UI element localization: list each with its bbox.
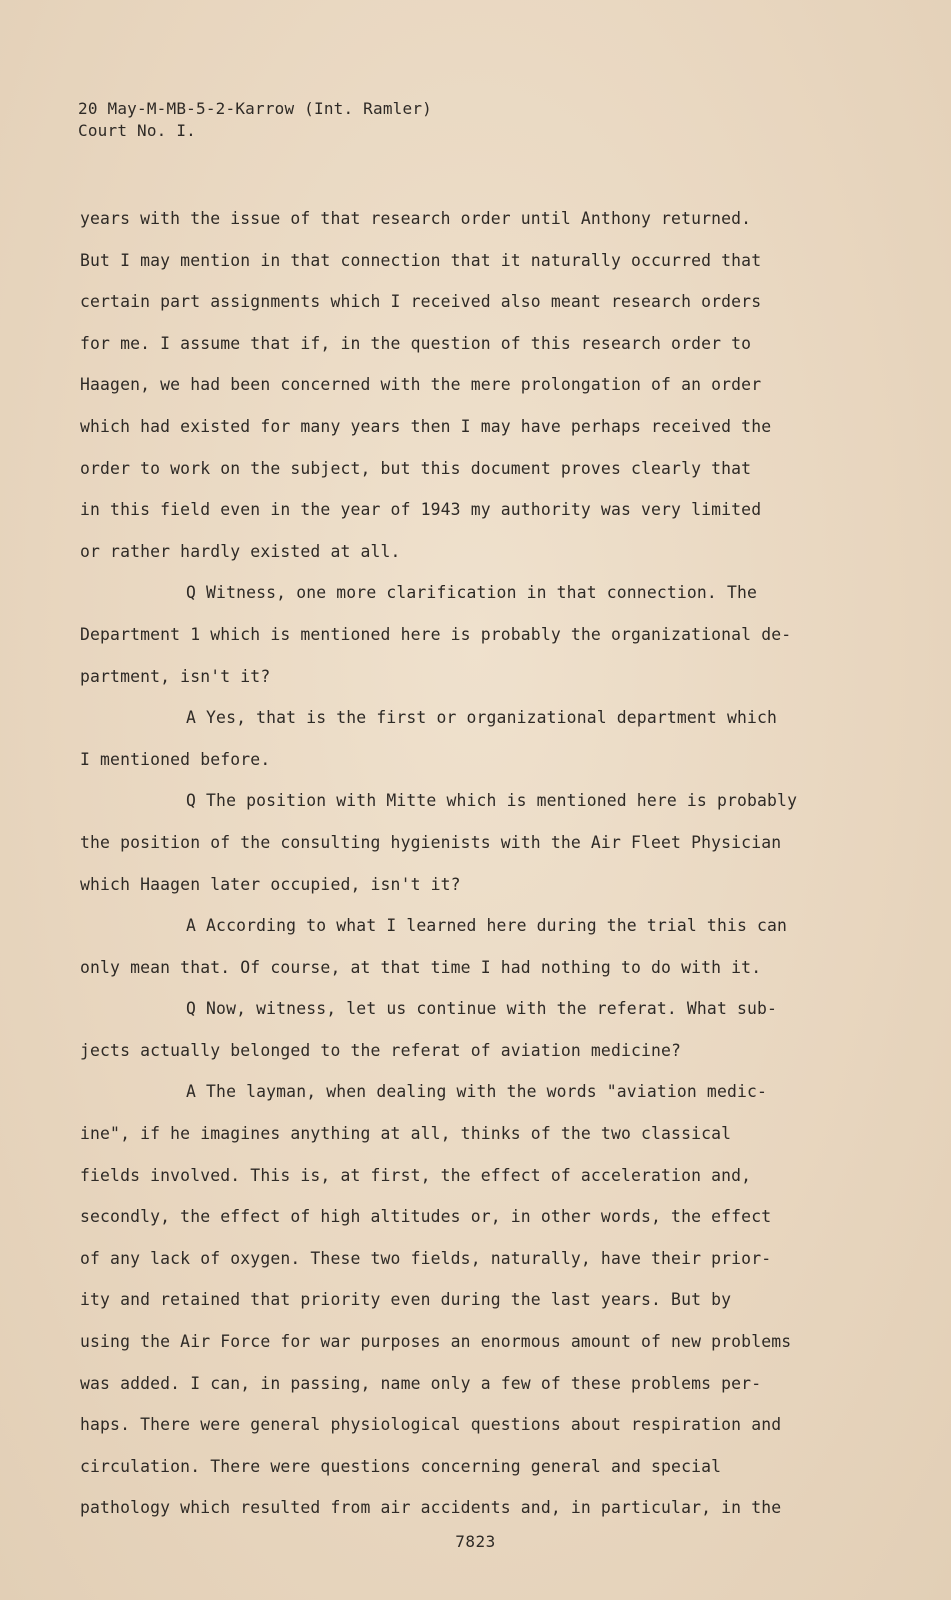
transcript-line: partment, isn't it? [80, 666, 271, 686]
transcript-body [80, 198, 820, 1529]
transcript-line: A Yes, that is the first or organizational department which [186, 708, 778, 728]
transcript-line: of any lack of oxygen. These two fields, naturally, have their prior- [80, 1248, 772, 1268]
transcript-line: Haagen, we had been concerned with the mere prolongation of an order [80, 375, 762, 395]
transcript-line: secondly, the effect of high altitudes or, in other words, the effect [80, 1207, 772, 1227]
transcript-line: Q The position with Mitte which is mentioned here is probably [186, 791, 798, 811]
transcript-line: certain part assignments which I received also meant research orders [80, 292, 762, 312]
page-number: 7823 [455, 1532, 496, 1551]
transcript-line: Q Witness, one more clarification in that connection. The [186, 583, 758, 603]
transcript-line: A The layman, when dealing with the words "aviation medic- [186, 1082, 768, 1102]
transcript-line: circulation. There were questions concerning general and special [80, 1456, 722, 1476]
header-line-2: Court No. I. [78, 121, 196, 140]
transcript-line: or rather hardly existed at all. [80, 541, 401, 561]
transcript-line: the position of the consulting hygienists with the Air Fleet Physician [80, 832, 782, 852]
transcript-line: order to work on the subject, but this document proves clearly that [80, 458, 752, 478]
transcript-line: only mean that. Of course, at that time I had nothing to do with it. [80, 957, 762, 977]
transcript-line: which Haagen later occupied, isn't it? [80, 874, 461, 894]
header-line-1: 20 May-M-MB-5-2-Karrow (Int. Ramler) [78, 99, 432, 118]
transcript-line: Department 1 which is mentioned here is probably the organizational de- [80, 624, 792, 644]
transcript-line: pathology which resulted from air accidents and, in particular, in the [80, 1498, 782, 1518]
transcript-line: Q Now, witness, let us continue with the referat. What sub- [186, 999, 778, 1019]
transcript-line: But I may mention in that connection that it naturally occurred that [80, 250, 762, 270]
transcript-line: using the Air Force for war purposes an enormous amount of new problems [80, 1332, 792, 1352]
transcript-line: for me. I assume that if, in the question of this research order to [80, 333, 752, 353]
transcript-line: years with the issue of that research order until Anthony returned. [80, 209, 752, 228]
transcript-line: ine", if he imagines anything at all, thinks of the two classical [80, 1124, 732, 1144]
transcript-line: haps. There were general physiological questions about respiration and [80, 1415, 782, 1435]
transcript-line: ity and retained that priority even during the last years. But by [80, 1290, 732, 1310]
transcript-line: fields involved. This is, at first, the effect of acceleration and, [80, 1165, 752, 1185]
transcript-line: which had existed for many years then I may have perhaps received the [80, 416, 772, 436]
transcript-line: in this field even in the year of 1943 my authority was very limited [80, 500, 762, 520]
transcript-line: I mentioned before. [80, 749, 271, 769]
transcript-line: was added. I can, in passing, name only a few of these problems per- [80, 1373, 762, 1393]
transcript-line: jects actually belonged to the referat of aviation medicine? [80, 1040, 682, 1060]
document-header [78, 98, 432, 142]
transcript-line: A According to what I learned here during the trial this can [186, 916, 788, 936]
